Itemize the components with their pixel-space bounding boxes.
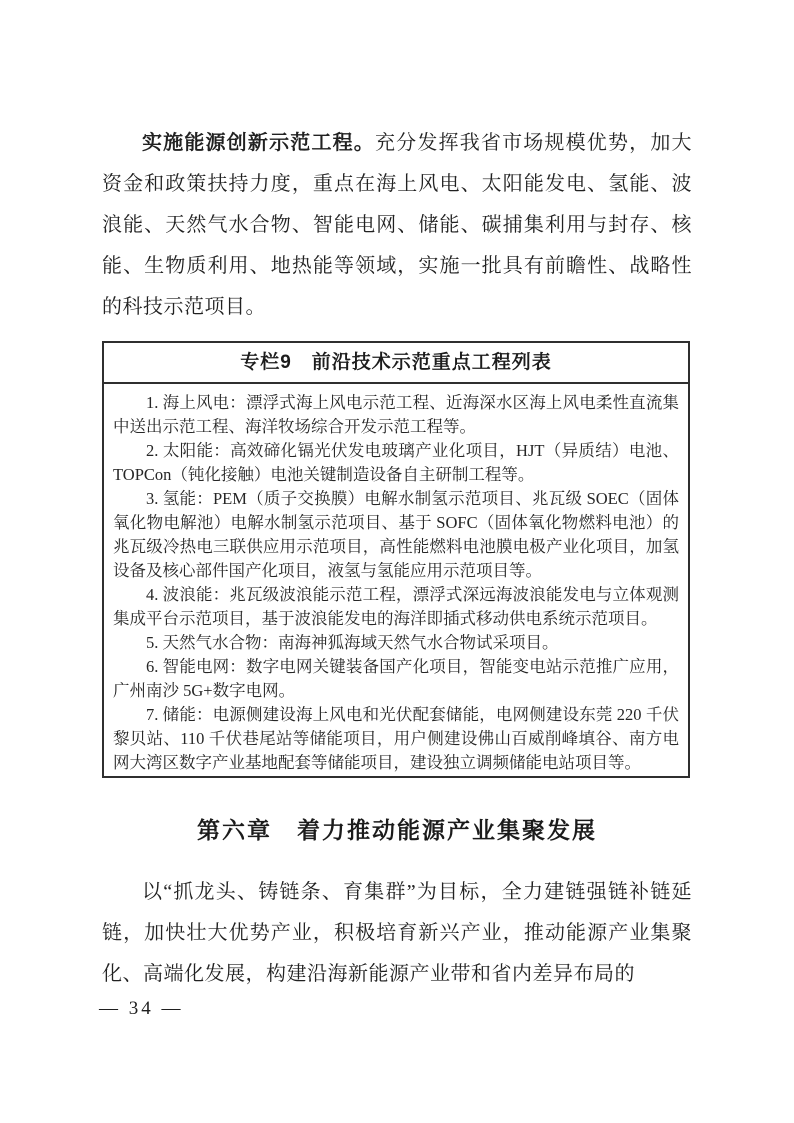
paragraph-energy-innovation (102, 123, 692, 328)
column9-box-body (104, 384, 688, 780)
paragraph-chapter-intro-text: 以“抓龙头、铸链条、育集群”为目标，全力建链强链补链延链，加快壮大优势产业，积极培育新兴产业，推动能源产业集聚化、高端化发展，构建沿海新能源产业带和省内差异布局的 (102, 881, 692, 985)
chapter-heading: 第六章 着力推动能源产业集聚发展 (197, 818, 597, 843)
box-item-smart-grid: 6. 智能电网：数字电网关键装备国产化项目，智能变电站示范推广应用，广州南沙 5G+数字电网。 (113, 657, 679, 700)
box-item-gas-hydrate: 5. 天然气水合物：南海神狐海域天然气水合物试采项目。 (146, 633, 559, 652)
paragraph-body-text: 充分发挥我省市场规模优势，加大资金和政策扶持力度，重点在海上风电、太阳能发电、氢能、波浪能、天然气水合物、智能电网、储能、碳捕集利用与封存、核能、生物质利用、地热能等领域，实施一批具有前瞻性、战略性的科技示范项目。 (102, 132, 693, 318)
box-item-energy-storage: 7. 储能：电源侧建设海上风电和光伏配套储能，电网侧建设东莞 220 千伏黎贝站、110 千伏巷尾站等储能项目，用户侧建设佛山百威削峰填谷、南方电网大湾区数字产业基地配套等储能项目，建设独立调频储能电站项目等。 (113, 705, 679, 772)
paragraph-chapter-intro (102, 872, 692, 995)
box-item-offshore-wind: 1. 海上风电：漂浮式海上风电示范工程、近海深水区海上风电柔性直流集中送出示范工程、海洋牧场综合开发示范工程等。 (113, 393, 679, 436)
box-item-hydrogen: 3. 氢能：PEM（质子交换膜）电解水制氢示范项目、兆瓦级 SOEC（固体氧化物电解池）电解水制氢示范项目、基于 SOFC（固体氧化物燃料电池）的兆瓦级冷热电三联供应用示范项目，高性能燃料电池膜电极产业化项目，加氢设备及核心部件国产化项目，液氢与氢能应用示范项目等。 (113, 489, 679, 580)
box-item-solar: 2. 太阳能：高效碲化镉光伏发电玻璃产业化项目，HJT（异质结）电池、TOPCon（钝化接触）电池关键制造设备自主研制工程等。 (113, 441, 679, 484)
page-number: — 34 — (99, 998, 184, 1019)
column9-box-title: 专栏9 前沿技术示范重点工程列表 (104, 343, 688, 384)
paragraph-bold-lead: 实施能源创新示范工程。 (142, 132, 375, 154)
column9-box (102, 341, 690, 778)
box-item-wave-energy: 4. 波浪能：兆瓦级波浪能示范工程，漂浮式深远海波浪能发电与立体观测集成平台示范项目，基于波浪能发电的海洋即插式移动供电系统示范项目。 (113, 585, 679, 628)
